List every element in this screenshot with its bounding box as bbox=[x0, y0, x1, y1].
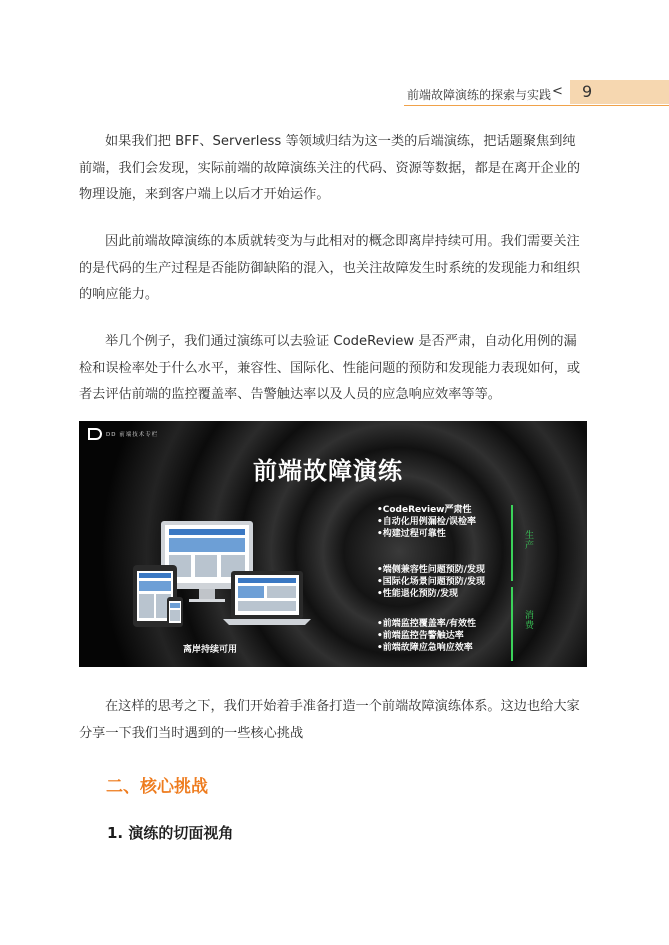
section-title: 二、核心挑战 bbox=[106, 777, 208, 797]
header-divider bbox=[404, 105, 669, 106]
para-line: 物理设施，来到客户端上以后才开始运作。 bbox=[79, 187, 330, 202]
bullet-item: •自动化用例漏检/误检率 bbox=[377, 517, 477, 527]
para-line: 前端，我们会发现，实际前端的故障演练关注的代码、资源等数据，都是在离开企业的 bbox=[79, 160, 581, 176]
bullet-item: •前端监控覆盖率/有效性 bbox=[377, 619, 477, 629]
bullet-item: •前端故障应急响应效率 bbox=[377, 643, 473, 653]
logo-icon bbox=[88, 428, 102, 440]
para-line: 的响应能力。 bbox=[79, 287, 159, 302]
production-bracket-line bbox=[511, 505, 513, 581]
page-number-badge bbox=[570, 80, 669, 104]
bullet-group-production bbox=[377, 504, 476, 540]
para-line: 因此前端故障演练的本质就转变为与此相对的概念即离岸持续可用。我们需要关注 bbox=[105, 234, 580, 249]
paragraph-2 bbox=[79, 229, 589, 309]
para-line: 分享一下我们当时遇到的一些核心挑战 bbox=[79, 725, 304, 741]
para-line: 如果我们把 BFF、Serverless 等领域归结为这一类的后端演练，把话题聚焦到纯 bbox=[105, 134, 576, 149]
para-line: 检和误检率处于什么水平，兼容性、国际化、性能问题的预防和发现能力表现如何，或 bbox=[79, 360, 581, 376]
bullet-item: •CodeReview严肃性 bbox=[377, 505, 472, 515]
label-production: 生产 bbox=[525, 531, 535, 551]
consumption-bracket-line bbox=[511, 587, 513, 661]
header-title: 前端故障演练的探索与实践 bbox=[406, 88, 551, 102]
logo-text: DD 前端技术专栏 bbox=[106, 432, 159, 438]
bullet-group-client bbox=[377, 564, 485, 600]
slide-logo bbox=[88, 428, 158, 440]
slide-caption: 离岸持续可用 bbox=[183, 645, 238, 655]
paragraph-1 bbox=[79, 129, 589, 209]
paragraph-3 bbox=[79, 329, 589, 409]
label-consumption: 消费 bbox=[525, 611, 535, 631]
laptop-icon bbox=[223, 571, 311, 625]
para-line: 的是代码的生产过程是否能防御缺陷的混入，也关注故障发生时系统的发现能力和组织 bbox=[79, 260, 581, 276]
devices-illustration bbox=[129, 519, 314, 643]
header-chevron-icon: < bbox=[552, 84, 563, 99]
page-number: 9 bbox=[582, 82, 593, 101]
phone-icon bbox=[167, 597, 183, 627]
para-line: 者去评估前端的监控覆盖率、告警触达率以及人员的应急响应效率等等。 bbox=[79, 387, 501, 402]
bullet-group-consumption bbox=[377, 618, 476, 654]
bullet-item: •端侧兼容性问题预防/发现 bbox=[377, 565, 486, 575]
bullet-item: •构建过程可靠性 bbox=[377, 529, 446, 539]
bullet-item: •性能退化预防/发现 bbox=[377, 589, 459, 599]
bullet-item: •国际化场景问题预防/发现 bbox=[377, 577, 486, 587]
slide-title: 前端故障演练 bbox=[253, 457, 403, 485]
slide-image bbox=[79, 421, 587, 667]
paragraph-4 bbox=[79, 694, 589, 747]
bullet-item: •前端监控告警触达率 bbox=[377, 631, 464, 641]
subsection-title: 1. 演练的切面视角 bbox=[107, 824, 234, 842]
para-line: 举几个例子，我们通过演练可以去验证 CodeReview 是否严肃，自动化用例的漏 bbox=[105, 334, 577, 349]
para-line: 在这样的思考之下，我们开始着手准备打造一个前端故障演练体系。这边也给大家 bbox=[105, 699, 580, 714]
